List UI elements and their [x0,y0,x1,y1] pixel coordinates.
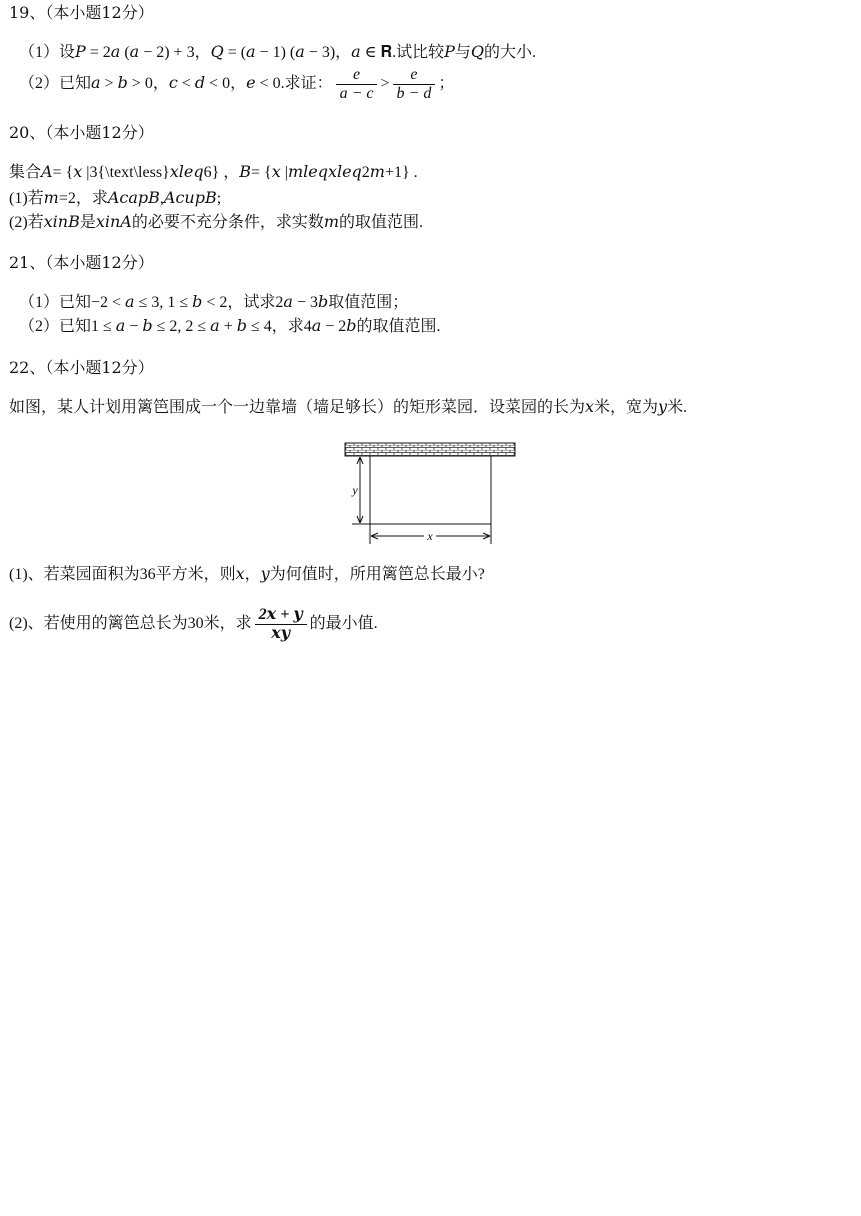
q19-part2-suffix: ； [438,75,455,92]
wall [345,443,515,456]
q22-part2-suffix: 的最小值. [309,615,378,632]
x-dimension-label: x [427,529,433,543]
q20-part1: (1)若𝑚=2，求𝐴𝑐𝑎𝑝𝐵,𝐴𝑐𝑢𝑝𝐵; [9,190,222,207]
q22-fraction-numerator: 2𝒙 + 𝒚 [258,605,303,623]
q19-fraction-2 [393,66,436,103]
q19-part2-prefix: （2）已知𝑎 > 𝑏 > 0，𝑐 < 𝑑 < 0，𝑒 < 0.求证： [19,75,333,92]
q19-fraction-2-denominator: b − d [393,84,436,103]
q21-part1: （1）已知−2 < 𝑎 ≤ 3, 1 ≤ 𝑏 < 2，试求2𝑎 − 3𝑏取值范围； [19,294,409,311]
q22-fraction [255,606,307,643]
q19-part1: （1）设𝑃 = 2𝑎 (𝑎 − 2) + 3，𝑄 = (𝑎 − 1) (𝑎 − 3)，𝑎 ∈ 𝐑.试比较𝑃与𝑄的大小. [19,44,536,61]
q19-greater-than: > [380,75,390,92]
q20-set-definition: 集合𝐴= {𝑥 |3{\text\less}𝑥𝑙𝑒𝑞6} ，𝐵= {𝑥 |𝑚𝑙𝑒𝑞𝑥𝑙𝑒𝑞2𝑚+1} . [9,164,418,181]
q22-part2 [9,602,378,646]
q19-part2 [19,62,454,106]
q22-part2-prefix: (2)、若使用的篱笆总长为30米，求 [9,615,252,632]
q22-fraction-denominator: 𝒙𝒚 [255,624,307,643]
q21-part2: （2）已知1 ≤ 𝑎 − 𝑏 ≤ 2, 2 ≤ 𝑎 + 𝑏 ≤ 4，求4𝑎 − 2𝑏的取值范围. [19,318,441,335]
garden-figure [340,440,520,550]
q19-fraction-1 [336,66,378,103]
q22-intro: 如图，某人计划用篱笆围成一个一边靠墙（墙足够长）的矩形菜园．设菜园的长为𝑥米，宽为𝑦米. [9,399,688,416]
y-dimension-label: y [352,483,358,497]
q20-header: 20、（本小题12分） [9,123,154,142]
q19-fraction-1-denominator: a − c [336,84,378,103]
q19-header: 19、（本小题12分） [9,3,154,22]
q19-fraction-2-numerator: e [410,65,418,83]
q22-header: 22、（本小题12分） [9,358,154,377]
q20-part2: (2)若𝑥𝑖𝑛𝐵是𝑥𝑖𝑛𝐴的必要不充分条件，求实数𝑚的取值范围. [9,214,424,231]
q22-part1: (1)、若菜园面积为36平方米，则𝑥，𝑦为何值时，所用篱笆总长最小? [9,566,485,583]
q21-header: 21、（本小题12分） [9,253,154,272]
q19-fraction-1-numerator: e [352,65,361,83]
